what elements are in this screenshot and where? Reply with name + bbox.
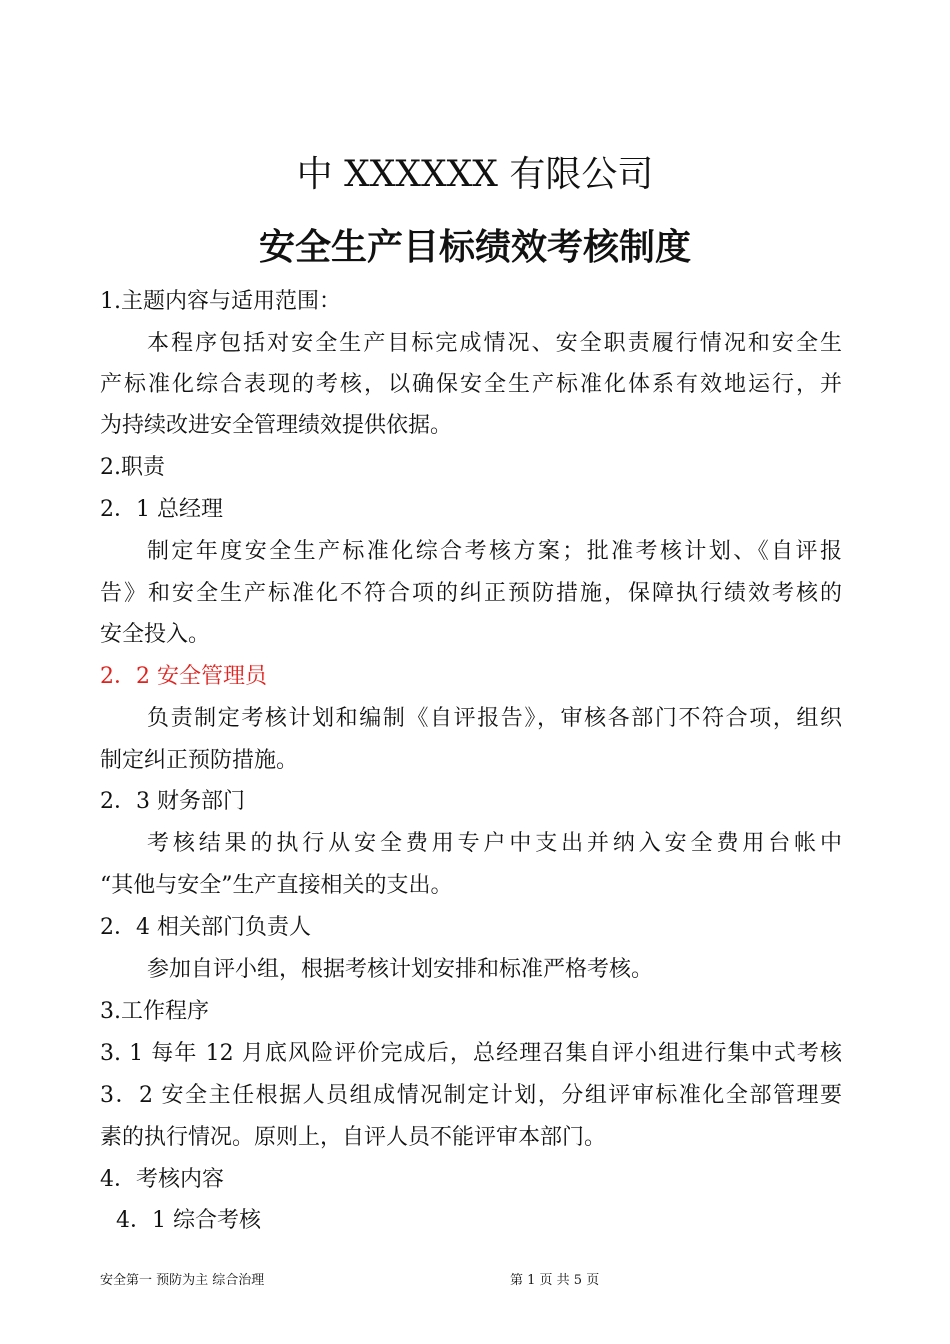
section-2-4-paragraph-line: 参加自评小组，根据考核计划安排和标准严格考核。 — [147, 957, 654, 982]
section-4-heading: 4．考核内容 — [100, 1167, 224, 1192]
section-2-3-paragraph-line: 考核结果的执行从安全费用专户中支出并纳入安全费用台帐中 — [147, 831, 842, 856]
section-4-1-heading: 4．1 综合考核 — [116, 1208, 261, 1233]
section-1-paragraph-line: 本程序包括对安全生产目标完成情况、安全职责履行情况和安全生 — [147, 331, 842, 356]
section-2-2-paragraph-line: 制定纠正预防措施。 — [100, 748, 299, 773]
section-3-2-line: 素的执行情况。原则上，自评人员不能评审本部门。 — [100, 1125, 607, 1150]
section-2-1-heading: 2．1 总经理 — [100, 497, 223, 522]
section-2-1-paragraph-line: 制定年度安全生产标准化综合考核方案；批准考核计划、《自评报 — [147, 539, 842, 564]
section-3-1-line: 3. 1 每年 12 月底风险评价完成后，总经理召集自评小组进行集中式考核 — [100, 1041, 842, 1066]
section-2-2-heading: 2．2 安全管理员 — [100, 664, 267, 689]
section-2-4-heading: 2．4 相关部门负责人 — [100, 915, 311, 940]
footer-slogan: 安全第一 预防为主 综合治理 — [100, 1273, 265, 1288]
section-2-2-paragraph-line: 负责制定考核计划和编制《自评报告》，审核各部门不符合项，组织 — [147, 706, 842, 731]
section-2-heading: 2.职责 — [100, 455, 165, 480]
section-1-paragraph-line: 产标准化综合表现的考核，以确保安全生产标准化体系有效地运行，并 — [100, 372, 842, 397]
section-2-1-paragraph-line: 告》和安全生产标准化不符合项的纠正预防措施，保障执行绩效考核的 — [100, 581, 842, 606]
document-title: 安全生产目标绩效考核制度 — [258, 226, 691, 268]
footer-page-info: 第 1 页 共 5 页 — [510, 1273, 600, 1288]
section-3-heading: 3.工作程序 — [100, 999, 209, 1024]
section-1-paragraph-line: 为持续改进安全管理绩效提供依据。 — [100, 413, 453, 438]
company-name: 中 XXXXXX 有限公司 — [296, 154, 654, 195]
section-2-3-paragraph-line: “其他与安全”生产直接相关的支出。 — [100, 873, 453, 898]
section-3-2-line: 3．2 安全主任根据人员组成情况制定计划，分组评审标准化全部管理要 — [100, 1083, 842, 1108]
section-2-1-paragraph-line: 安全投入。 — [100, 622, 211, 647]
section-1-heading: 1.主题内容与适用范围： — [100, 289, 341, 314]
section-2-3-heading: 2．3 财务部门 — [100, 789, 245, 814]
